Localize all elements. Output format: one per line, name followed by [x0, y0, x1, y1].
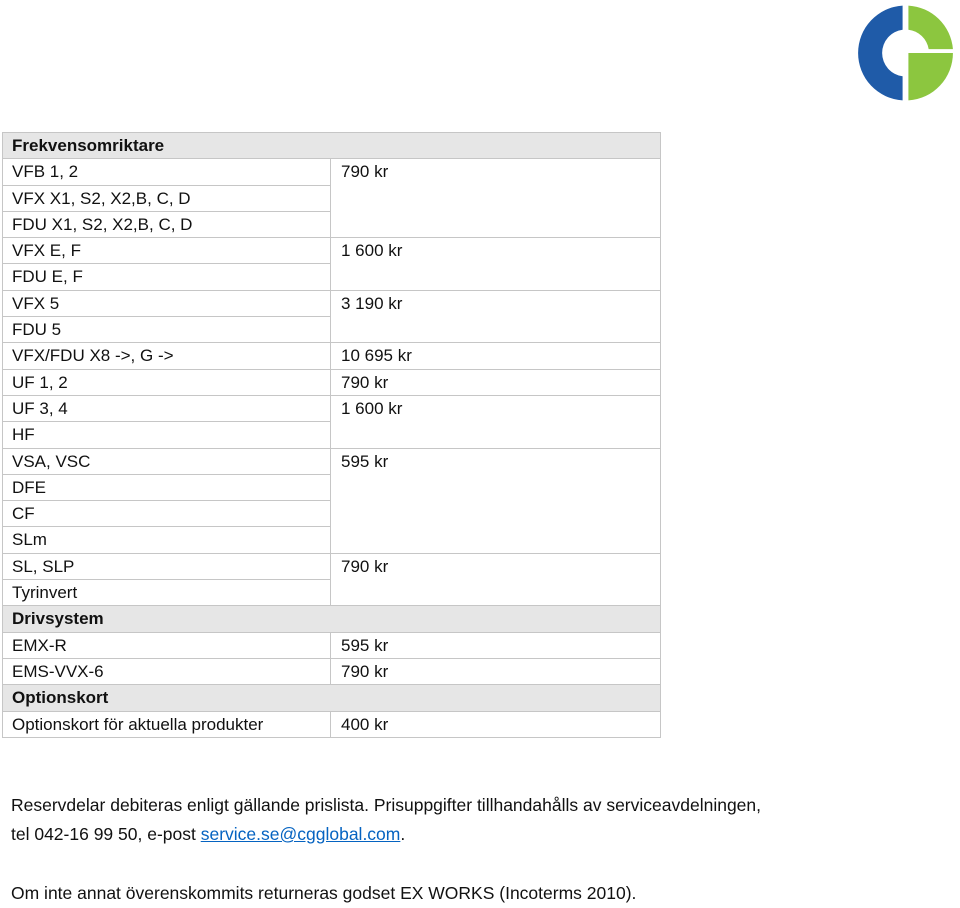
pricing-note-end-punctuation: .: [400, 824, 406, 844]
price-table-body: [3, 133, 661, 738]
price-cell: 1 600 kr: [331, 238, 661, 291]
table-row: [3, 658, 661, 684]
cg-logo-green-g-upper: [908, 6, 953, 50]
price-cell: 790 kr: [331, 369, 661, 395]
product-name-cell: VFB 1, 2: [3, 159, 331, 185]
table-row: [3, 343, 661, 369]
product-name-cell: HF: [3, 422, 331, 448]
table-row: [3, 711, 661, 737]
table-row: [3, 553, 661, 579]
pricing-note-line-2: [11, 824, 405, 844]
section-heading-row: [3, 133, 661, 159]
price-cell: 595 kr: [331, 448, 661, 553]
table-row: [3, 290, 661, 316]
service-email-link[interactable]: service.se@cgglobal.com: [200, 824, 401, 844]
cg-logo-green-g-lower: [908, 53, 953, 100]
table-row: [3, 159, 661, 185]
product-name-cell: FDU X1, S2, X2,B, C, D: [3, 211, 331, 237]
product-name-cell: SL, SLP: [3, 553, 331, 579]
product-name-cell: VFX X1, S2, X2,B, C, D: [3, 185, 331, 211]
product-name-cell: VSA, VSC: [3, 448, 331, 474]
section-heading-row: [3, 685, 661, 711]
section-heading-row: [3, 606, 661, 632]
pricing-note-line-1: Reservdelar debiteras enligt gällande prislista. Prisuppgifter tillhandahålls av serviceavdelningen,: [11, 795, 762, 815]
section-heading: Drivsystem: [3, 606, 661, 632]
product-name-cell: Tyrinvert: [3, 580, 331, 606]
parts-pricing-note: [11, 791, 761, 849]
cg-logo: [857, 4, 954, 102]
price-cell: 3 190 kr: [331, 290, 661, 343]
pricing-note-phone-text: tel 042-16 99 50, e-post: [11, 824, 201, 844]
table-row: [3, 632, 661, 658]
product-name-cell: VFX E, F: [3, 238, 331, 264]
product-name-cell: VFX 5: [3, 290, 331, 316]
product-name-cell: Optionskort för aktuella produkter: [3, 711, 331, 737]
price-cell: 790 kr: [331, 553, 661, 606]
table-row: [3, 238, 661, 264]
product-name-cell: FDU 5: [3, 317, 331, 343]
price-table: [2, 132, 661, 738]
product-name-cell: UF 3, 4: [3, 395, 331, 421]
price-cell: 400 kr: [331, 711, 661, 737]
table-row: [3, 369, 661, 395]
product-name-cell: VFX/FDU X8 ->, G ->: [3, 343, 331, 369]
ex-works-note: Om inte annat överenskommits returneras godset EX WORKS (Incoterms 2010).: [11, 883, 637, 903]
price-cell: 595 kr: [331, 632, 661, 658]
product-name-cell: SLm: [3, 527, 331, 553]
product-name-cell: FDU E, F: [3, 264, 331, 290]
price-cell: 790 kr: [331, 159, 661, 238]
table-row: [3, 395, 661, 421]
product-name-cell: EMX-R: [3, 632, 331, 658]
price-cell: 10 695 kr: [331, 343, 661, 369]
price-cell: 1 600 kr: [331, 395, 661, 448]
table-row: [3, 448, 661, 474]
product-name-cell: EMS-VVX-6: [3, 658, 331, 684]
product-name-cell: UF 1, 2: [3, 369, 331, 395]
price-cell: 790 kr: [331, 658, 661, 684]
product-name-cell: CF: [3, 501, 331, 527]
product-name-cell: DFE: [3, 474, 331, 500]
cg-logo-blue-c: [858, 6, 902, 101]
section-heading: Frekvensomriktare: [3, 133, 661, 159]
section-heading: Optionskort: [3, 685, 661, 711]
